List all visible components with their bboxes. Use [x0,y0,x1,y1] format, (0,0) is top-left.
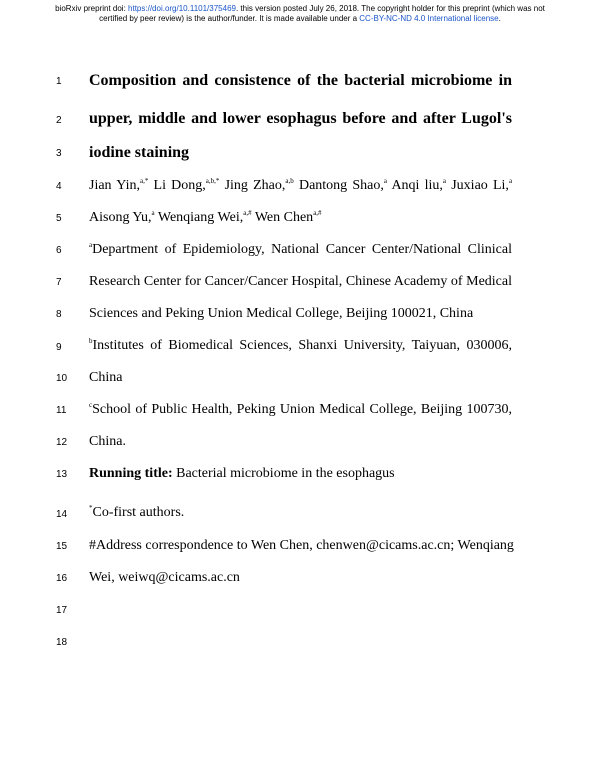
line-number: 8 [56,309,62,320]
author-affiliation-mark: a,# [313,209,322,217]
author-affiliation-mark: a [442,177,447,185]
author-affiliation-mark: a,b,* [205,177,220,185]
author-name: Jian Yin, [89,178,140,193]
paper-title-line-1: Composition and consistence of the bacterial microbiome in [89,72,512,89]
author-affiliation-mark: a [151,209,155,217]
affiliation-c-line-1: $^c$School of Public Health, Peking Union Medical College, Beijing 100730, [89,401,512,417]
line-number: 1 [56,76,62,87]
line-number: 10 [56,373,68,384]
line-number: 2 [56,115,62,126]
correspondence-line-1: #Address correspondence to Wen Chen, chenwen@cicams.ac.cn; Wenqiang [89,538,514,553]
line-number: 18 [56,637,68,648]
author-affiliation-mark: a,* [139,177,149,185]
line-number: 12 [56,437,68,448]
author-name: Wen Chen [254,210,314,225]
author-name: Anqi liu, [391,178,443,193]
line-number: 16 [56,573,68,584]
author-name: Aisong Yu, [89,210,152,225]
cofirst-mark: * [89,504,93,512]
affiliation-a-line-3: Sciences and Peking Union Medical College, Beijing 100021, China [89,306,474,321]
author-name: Dantong Shao, [298,178,384,193]
author-name: Wenqiang Wei, [157,210,244,225]
doi-link[interactable]: https://doi.org/10.1101/375469 [128,4,236,13]
header-line-2: certified by peer review) is the author/funder. It is made available under a CC-BY-NC-ND 4.0 International license. [99,14,501,23]
line-number: 11 [56,405,67,416]
correspondence-line-2: Wei, weiwq@cicams.ac.cn [89,570,240,585]
author-name: Juxiao Li, [451,178,509,193]
license-link[interactable]: CC-BY-NC-ND 4.0 International license [359,14,499,23]
affiliation-mark: c [89,401,93,409]
paper-title-line-3: iodine staining [89,144,190,161]
line-number: 5 [56,213,62,224]
header-line-1: bioRxiv preprint doi: https://doi.org/10.1101/375469. this version posted July 26, 2018. The copyright holder for this preprint (which was not [55,4,545,13]
author-name: Jing Zhao, [224,178,286,193]
line-number: 13 [56,469,68,480]
line-number: 4 [56,181,62,192]
running-title-text: Bacterial microbiome in the esophagus [172,466,395,481]
author-list-line-2 [89,210,512,226]
running-title-label: Running title: [89,466,173,481]
cofirst-note: *Co-first authors. [89,504,185,520]
affiliation-b-line-2: China [89,370,123,385]
author-affiliation-mark: a [383,177,387,185]
author-name: Li Dong, [153,178,206,193]
line-number: 9 [56,342,62,353]
line-number: 3 [56,148,62,159]
affiliation-a-line-1: $^a$Department of Epidemiology, National Cancer Center/National Clinical [89,241,512,257]
running-title [89,466,512,482]
author-list-line-1 [89,178,512,194]
author-affiliation-mark: a,b [285,177,294,185]
line-number: 6 [56,245,62,256]
affiliation-b-line-1: $^b$Institutes of Biomedical Sciences, Shanxi University, Taiyuan, 030006, [89,337,512,353]
line-number: 15 [56,541,68,552]
affiliation-mark: a [89,241,93,249]
line-number: 7 [56,277,62,288]
affiliation-mark: b [89,337,93,345]
paper-title-line-2: upper, middle and lower esophagus before and after Lugol's [89,110,512,127]
affiliation-a-line-2: Research Center for Cancer/Cancer Hospital, Chinese Academy of Medical [89,274,512,289]
preprint-header [50,4,550,24]
author-affiliation-mark: a [508,177,513,185]
line-number: 14 [56,509,68,520]
line-number: 17 [56,605,68,616]
affiliation-c-line-2: China. [89,434,126,449]
author-affiliation-mark: a,# [243,209,252,217]
